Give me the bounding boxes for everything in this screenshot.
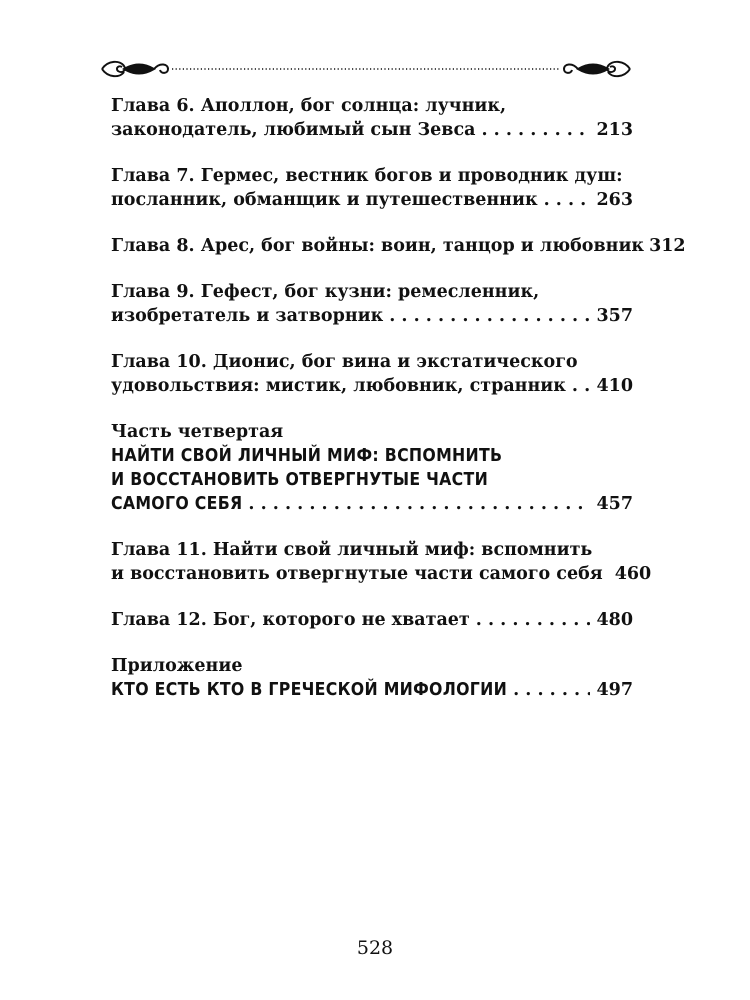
toc-entry-chapter-7[interactable] [111,164,633,212]
toc-entry-appendix[interactable] [111,654,633,702]
page-number: 357 [596,306,633,326]
page-number: 312 [649,236,686,256]
page-footer-number: 528 [356,937,394,959]
entry-title-line: удовольствия: мистик, любовник, странник [111,376,566,396]
page-number: 410 [596,376,633,396]
dot-leader [389,304,590,328]
part-label: Часть четвертая [111,422,284,442]
dot-leader [513,678,590,702]
dot-leader [476,608,591,632]
page-number: 263 [596,190,633,210]
toc-entry-chapter-11[interactable] [111,538,652,586]
page-number: 457 [596,494,633,514]
toc-entry-part-4[interactable] [111,420,633,516]
entry-title-line: посланник, обманщик и путешественник [111,190,538,210]
entry-title-line: Глава 11. Найти свой личный миф: вспомнить [111,540,593,560]
dot-leader [481,118,590,142]
part-title-line: САМОГО СЕБЯ [111,494,243,514]
entry-title-line: и восстановить отвергнутые части самого себя [111,564,603,584]
entry-title-line: Глава 7. Гермес, вестник богов и проводник душ: [111,166,623,186]
left-flourish-icon [102,62,168,76]
entry-title-line: Глава 12. Бог, которого не хватает [111,610,470,630]
part-title-line: И ВОССТАНОВИТЬ ОТВЕРГНУТЫЕ ЧАСТИ [111,470,489,490]
toc-entry-chapter-8[interactable] [111,234,686,258]
appendix-title-line: КТО ЕСТЬ КТО В ГРЕЧЕСКОЙ МИФОЛОГИИ [111,680,508,700]
entry-title-line: Глава 6. Аполлон, бог солнца: лучник, [111,96,507,116]
dot-leader [572,374,591,398]
entry-title-line: Глава 10. Дионис, бог вина и экстатического [111,352,578,372]
entry-title-line: Глава 9. Гефест, бог кузни: ремесленник, [111,282,540,302]
toc-entry-chapter-9[interactable] [111,280,633,328]
entry-title-line: изобретатель и затворник [111,306,384,326]
toc-entry-chapter-10[interactable] [111,350,633,398]
table-of-contents [111,94,686,724]
appendix-label: Приложение [111,656,243,676]
entry-title-line: законодатель, любимый сын Зевса [111,120,476,140]
toc-entry-chapter-6[interactable] [111,94,633,142]
page-number: 213 [596,120,633,140]
page-number: 460 [614,564,652,584]
page-number: 497 [596,680,633,700]
dot-leader [544,188,591,212]
part-title-line: НАЙТИ СВОЙ ЛИЧНЫЙ МИФ: ВСПОМНИТЬ [111,446,503,466]
page-number: 480 [596,610,633,630]
right-flourish-icon [564,62,630,76]
entry-title-line: Глава 8. Арес, бог войны: воин, танцор и любовник [111,236,645,256]
dot-leader [248,492,590,516]
toc-entry-chapter-12[interactable] [111,608,633,632]
header-ornament [98,56,634,82]
